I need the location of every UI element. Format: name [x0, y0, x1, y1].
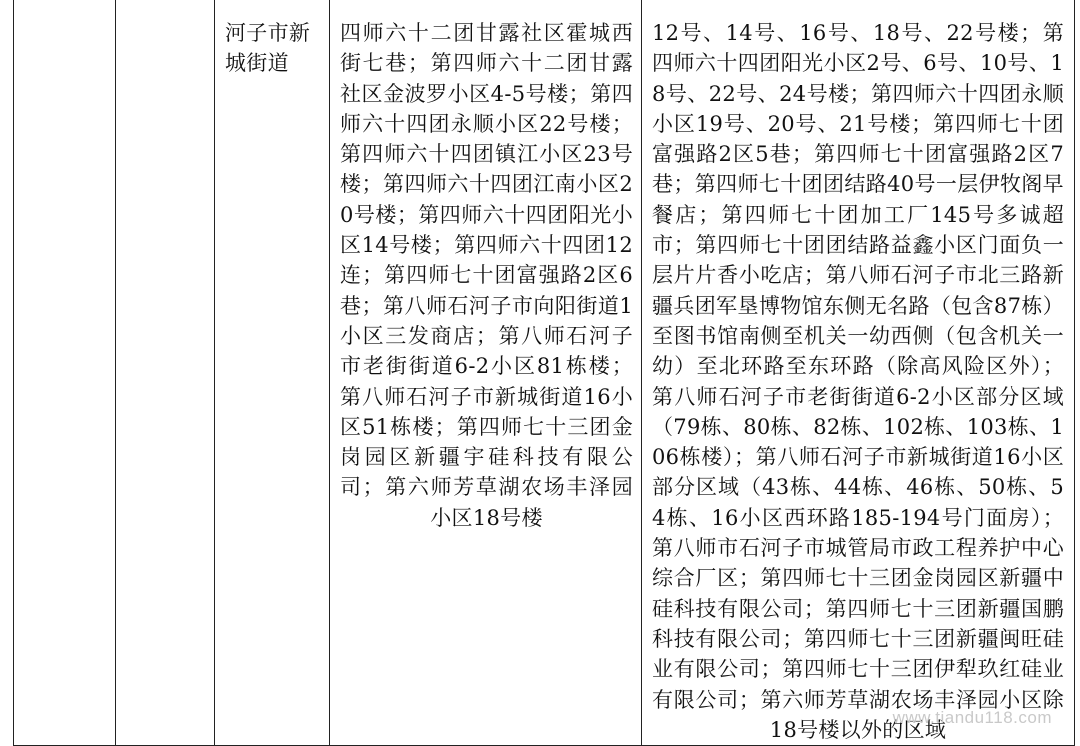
blank-cell-2	[116, 0, 215, 746]
street-name: 河子市新城街道	[225, 21, 311, 76]
areas-b-text: 12号、14号、16号、18号、22号楼；第四师六十四团阳光小区2号、6号、10号、18号、22号、24号楼；第四师六十四团永顺小区19号、20号、21号楼；第四师七十团富强路2区5巷；第四师七十团富强路2区7巷；第四师七十团团结路40号一层伊牧阁早餐店；第四师七十团加工厂145号多诚超市；第四师七十团团结路益鑫小区门面负一层片片香小吃店；第八师石河子市北三路新疆兵团军垦博物馆东侧无名路（包含87栋）至图书馆南侧至机关一幼西侧（包含机关一幼）至北环路至东环路（除高风险区外）；第八师石河子市老街街道6-2小区部分区域（79栋、80栋、82栋、102栋、103栋、106栋楼）；第八师石河子市新城街道16小区部分区域（43栋、44栋、46栋、50栋、54栋、16小区西环路185-194号门面房）；第八师市石河子市城管局市政工程养护中心综合厂区；第四师七十三团金岗园区新疆中硅科技有限公司；第四师七十三团新疆国鹏科技有限公司；第四师七十三团新疆闽旺硅业有限公司；第四师七十三团伊犁玖红硅业有限公司；第六师芳草湖农场丰泽园小区除18号楼以外的区域	[652, 21, 1064, 742]
blank-cell-1	[14, 0, 116, 746]
risk-area-table	[13, 0, 1075, 746]
areas-b-cell	[642, 0, 1075, 746]
areas-a-text: 四师六十二团甘露社区霍城西街七巷；第四师六十二团甘露社区金波罗小区4-5号楼；第四师六十四团永顺小区22号楼；第四师六十四团镇江小区23号楼；第四师六十四团江南小区20号楼；第四师六十四团阳光小区14号楼；第四师六十四团12连；第四师七十团富强路2区6巷；第八师石河子市向阳街道1小区三发商店；第八师石河子市老街街道6-2小区81栋楼；第八师石河子市新城街道16小区51栋楼；第四师七十三团金岗园区新疆宇硅科技有限公司；第六师芳草湖农场丰泽园小区18号楼	[340, 21, 633, 530]
areas-a-cell	[330, 0, 642, 746]
site-watermark: www.tiandu118.com	[892, 708, 1052, 727]
table-row	[14, 0, 1075, 746]
street-cell	[215, 0, 330, 746]
